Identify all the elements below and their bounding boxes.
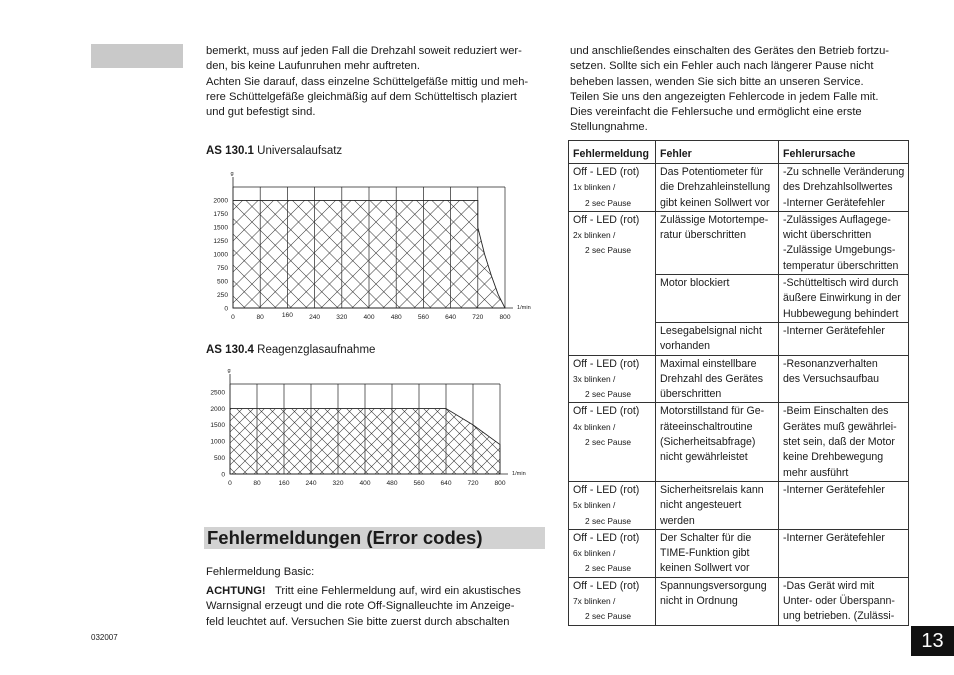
text-line: beheben lassen, wenden Sie sich bitte an unseren Service. (570, 75, 864, 88)
header-fehler: Fehler (656, 141, 779, 164)
error-code: Off - LED (rot) (573, 166, 640, 178)
text-line: Warnsignal erzeugt und die rote Off-Signalleuchte im Anzeige- (206, 600, 515, 613)
fehler-line: räteeinschaltroutine (660, 420, 753, 433)
ursache-line: ung betrieben. (Zulässi- (783, 610, 895, 623)
header-fehlerursache: Fehlerursache (779, 141, 909, 164)
cell-fehlermeldung (569, 577, 656, 625)
fehler-line: die Drehzahleinstellung (660, 181, 771, 194)
chart2-title-rest: Reagenzglasaufnahme (253, 344, 376, 356)
pause-duration: 2 sec Pause (585, 611, 632, 622)
blink-count: 3x blinken / (573, 373, 616, 384)
ursache-line: -Interner Gerätefehler (783, 531, 885, 544)
error-code: Off - LED (rot) (573, 357, 640, 370)
ursache-line: mehr ausführt (783, 466, 849, 479)
ursache-line: äußere Einwirkung in der (783, 292, 901, 305)
ursache-line: -Zu schnelle Veränderung (783, 166, 905, 178)
y-tick-label: 2500 (210, 389, 225, 397)
error-table-clip (560, 138, 920, 631)
header-fehlermeldung: Fehlermeldung (569, 141, 656, 164)
cell-fehlerursache (779, 164, 909, 212)
y-tick-label: 250 (216, 291, 228, 299)
cell-fehler (656, 355, 779, 403)
x-tick-label: 560 (413, 480, 425, 487)
y-tick-label: 0 (224, 305, 228, 313)
x-tick-label: 320 (332, 480, 344, 487)
cell-fehler (656, 275, 779, 323)
blink-count: 6x blinken / (573, 548, 616, 559)
cell-fehlerursache (779, 211, 909, 274)
text-line: und gut befestigt sind. (206, 106, 316, 119)
header-tab (91, 44, 183, 68)
text-line: bemerkt, muss auf jeden Fall die Drehzahl soweit reduziert wer- (206, 45, 522, 57)
ursache-line: Gerätes muß gewährlei- (783, 420, 897, 433)
error-code: Off - LED (rot) (573, 579, 640, 592)
fehler-line: Drehzahl des Gerätes (660, 372, 764, 385)
section-heading: Fehlermeldungen (Error codes) (204, 527, 545, 549)
cell-fehler (656, 529, 779, 577)
cell-fehlerursache (779, 577, 909, 625)
y-unit-label: g (227, 368, 231, 374)
chart1-title-bold: AS 130.1 (206, 145, 254, 157)
y-tick-label: 1500 (213, 224, 228, 232)
cell-fehler (656, 322, 779, 355)
chart1-title-rest: Universalaufsatz (253, 145, 343, 157)
ursache-line: -Interner Gerätefehler (783, 196, 885, 209)
intro-left (206, 44, 544, 120)
y-tick-label: 750 (216, 264, 228, 272)
achtung-label: ACHTUNG! (206, 585, 266, 597)
ursache-line: des Drehzahlsollwertes (783, 181, 893, 194)
intro-right (570, 44, 908, 136)
table-row (569, 403, 909, 481)
y-tick-label: 500 (216, 278, 228, 286)
fehler-line: Zulässige Motortempe- (660, 213, 769, 226)
ursache-line: -Resonanzverhalten (783, 357, 878, 370)
x-tick-label: 720 (467, 480, 479, 487)
cell-fehlermeldung (569, 403, 656, 481)
error-table (568, 140, 909, 626)
allowed-load-area (233, 200, 505, 308)
fehler-line: TIME-Funktion gibt (660, 547, 750, 560)
cell-fehlerursache (779, 275, 909, 323)
document-code: 032007 (91, 633, 118, 642)
y-tick-label: 0 (221, 471, 225, 479)
error-code: Off - LED (rot) (573, 213, 640, 226)
cell-fehler (656, 577, 779, 625)
fehler-line: überschritten (660, 388, 722, 401)
cell-fehlermeldung (569, 211, 656, 355)
cell-fehler (656, 403, 779, 481)
chart1-title (206, 145, 342, 157)
page-number: 13 (911, 626, 954, 656)
text-line: rere Schüttelgefäße gleichmäßig auf dem Schütteltisch plaziert (206, 90, 517, 103)
cell-fehler (656, 481, 779, 529)
x-tick-label: 800 (499, 314, 511, 321)
text-line: feld leuchtet auf. Versuchen Sie bitte zuerst durch abschalten (206, 615, 510, 628)
fehler-line: keinen Sollwert vor (660, 562, 750, 575)
ursache-line: -Zulässige Umgebungs- (783, 244, 896, 257)
cell-fehler (656, 211, 779, 274)
x-tick-label: 800 (494, 480, 506, 487)
pause-duration: 2 sec Pause (585, 437, 632, 448)
fehler-line: nicht gewährleistet (660, 451, 748, 464)
cell-fehlerursache (779, 481, 909, 529)
cell-fehlerursache (779, 322, 909, 355)
y-tick-label: 1750 (213, 211, 228, 219)
text-line (206, 584, 544, 599)
fehler-line: gibt keinen Sollwert vor (660, 196, 770, 209)
cell-fehlermeldung (569, 529, 656, 577)
chart2-title (206, 344, 375, 356)
fehler-line: Motor blockiert (660, 277, 730, 290)
x-tick-label: 240 (309, 314, 321, 321)
error-code: Off - LED (rot) (573, 531, 640, 544)
x-tick-label: 480 (390, 314, 402, 321)
fehler-line: ratur überschritten (660, 229, 746, 242)
cell-fehlerursache (779, 355, 909, 403)
y-tick-label: 1500 (210, 422, 225, 430)
fehler-line: Spannungsversorgung (660, 579, 767, 592)
ursache-line: Hubbewegung behindert (783, 307, 899, 320)
y-tick-label: 1000 (213, 251, 228, 259)
table-row (569, 211, 909, 274)
fehler-line: (Sicherheitsabfrage) (660, 436, 756, 449)
fehler-line: Sicherheitsrelais kann (660, 483, 764, 496)
achtung-text (206, 584, 544, 630)
fehler-line: vorhanden (660, 340, 711, 353)
fehler-line: Maximal einstellbare (660, 357, 757, 370)
text-line: und anschließendes einschalten des Gerätes den Betrieb fortzu- (570, 45, 890, 57)
ursache-line: -Interner Gerätefehler (783, 324, 885, 337)
chart2-title-bold: AS 130.4 (206, 344, 254, 356)
fehler-line: Der Schalter für die (660, 531, 752, 544)
y-tick-label: 2000 (213, 197, 228, 205)
y-tick-label: 2000 (210, 405, 225, 413)
table-row (569, 355, 909, 403)
error-code: Off - LED (rot) (573, 483, 640, 496)
cell-fehlermeldung (569, 355, 656, 403)
ursache-line: -Das Gerät wird mit (783, 579, 875, 592)
pause-duration: 2 sec Pause (585, 197, 632, 208)
x-tick-label: 80 (253, 480, 261, 487)
x-tick-label: 0 (231, 314, 235, 321)
cell-fehlermeldung (569, 164, 656, 212)
x-tick-label: 640 (440, 480, 452, 487)
table-row (569, 529, 909, 577)
x-tick-label: 400 (363, 314, 375, 321)
ursache-line: temperatur überschritten (783, 259, 899, 272)
x-unit-label: 1/min (512, 471, 526, 477)
fehler-line: Das Potentiometer für (660, 166, 764, 178)
blink-count: 1x blinken / (573, 182, 616, 193)
fehler-line: Motorstillstand für Ge- (660, 405, 765, 418)
table-row (569, 577, 909, 625)
ursache-line: des Versuchsaufbau (783, 372, 880, 385)
chart-reagenzglasaufnahme (190, 362, 550, 492)
x-tick-label: 560 (417, 314, 429, 321)
cell-fehlerursache (779, 529, 909, 577)
x-tick-label: 320 (336, 314, 348, 321)
fehler-line: nicht angesteuert (660, 499, 742, 512)
x-unit-label: 1/min (517, 305, 531, 311)
blink-count: 2x blinken / (573, 230, 616, 241)
fehler-line: Lesegabelsignal nicht (660, 324, 762, 337)
text-line: Teilen Sie uns den angezeigten Fehlercode in jedem Falle mit. (570, 90, 879, 103)
text-line: Achten Sie darauf, dass einzelne Schüttelgefäße mittig und meh- (206, 75, 529, 88)
pause-duration: 2 sec Pause (585, 563, 632, 574)
ursache-line: keine Drehbewegung (783, 451, 884, 464)
fehler-line: werden (660, 514, 695, 527)
text-line: setzen. Sollte sich ein Fehler auch nach längerer Pause nicht (570, 60, 874, 73)
allowed-load-area (230, 409, 500, 474)
text-line: Stellungnahme. (570, 121, 648, 134)
error-code: Off - LED (rot) (573, 405, 640, 418)
x-tick-label: 160 (278, 480, 290, 487)
pause-duration: 2 sec Pause (585, 515, 632, 526)
x-tick-label: 0 (228, 480, 232, 487)
ursache-line: -Zulässiges Auflagege- (783, 213, 891, 226)
blink-count: 5x blinken / (573, 500, 616, 511)
ursache-line: stet sein, daß der Motor (783, 436, 895, 449)
ursache-line: Unter- oder Überspann- (783, 595, 895, 608)
x-tick-label: 80 (256, 314, 264, 321)
x-tick-label: 480 (386, 480, 398, 487)
y-unit-label: g (230, 171, 234, 177)
blink-count: 7x blinken / (573, 596, 616, 607)
table-row (569, 481, 909, 529)
text-line: Dies vereinfacht die Fehlersuche und ermöglicht eine erste (570, 106, 862, 119)
pause-duration: 2 sec Pause (585, 389, 632, 400)
x-tick-label: 400 (359, 480, 371, 487)
x-tick-label: 240 (305, 480, 317, 487)
cell-fehler (656, 164, 779, 212)
ursache-line: wicht überschritten (783, 229, 872, 242)
y-tick-label: 500 (213, 454, 225, 462)
x-tick-label: 720 (472, 314, 484, 321)
table-header-row (569, 141, 909, 164)
basic-label: Fehlermeldung Basic: (206, 566, 315, 578)
cell-fehlerursache (779, 403, 909, 481)
x-tick-label: 640 (445, 314, 457, 321)
ursache-line: -Interner Gerätefehler (783, 483, 885, 496)
chart-universalaufsatz (190, 160, 550, 325)
ursache-line: -Schütteltisch wird durch (783, 277, 899, 290)
text-fragment: Tritt eine Fehlermeldung auf, wird ein akustisches (275, 585, 521, 597)
y-tick-label: 1250 (213, 238, 228, 246)
pause-duration: 2 sec Pause (585, 245, 632, 256)
table-row (569, 164, 909, 212)
text-line: den, bis keine Laufunruhen mehr auftreten. (206, 60, 420, 73)
x-tick-label: 160 (281, 312, 293, 319)
y-tick-label: 1000 (210, 438, 225, 446)
cell-fehlermeldung (569, 481, 656, 529)
blink-count: 4x blinken / (573, 421, 616, 432)
fehler-line: nicht in Ordnung (660, 595, 738, 608)
ursache-line: -Beim Einschalten des (783, 405, 889, 418)
